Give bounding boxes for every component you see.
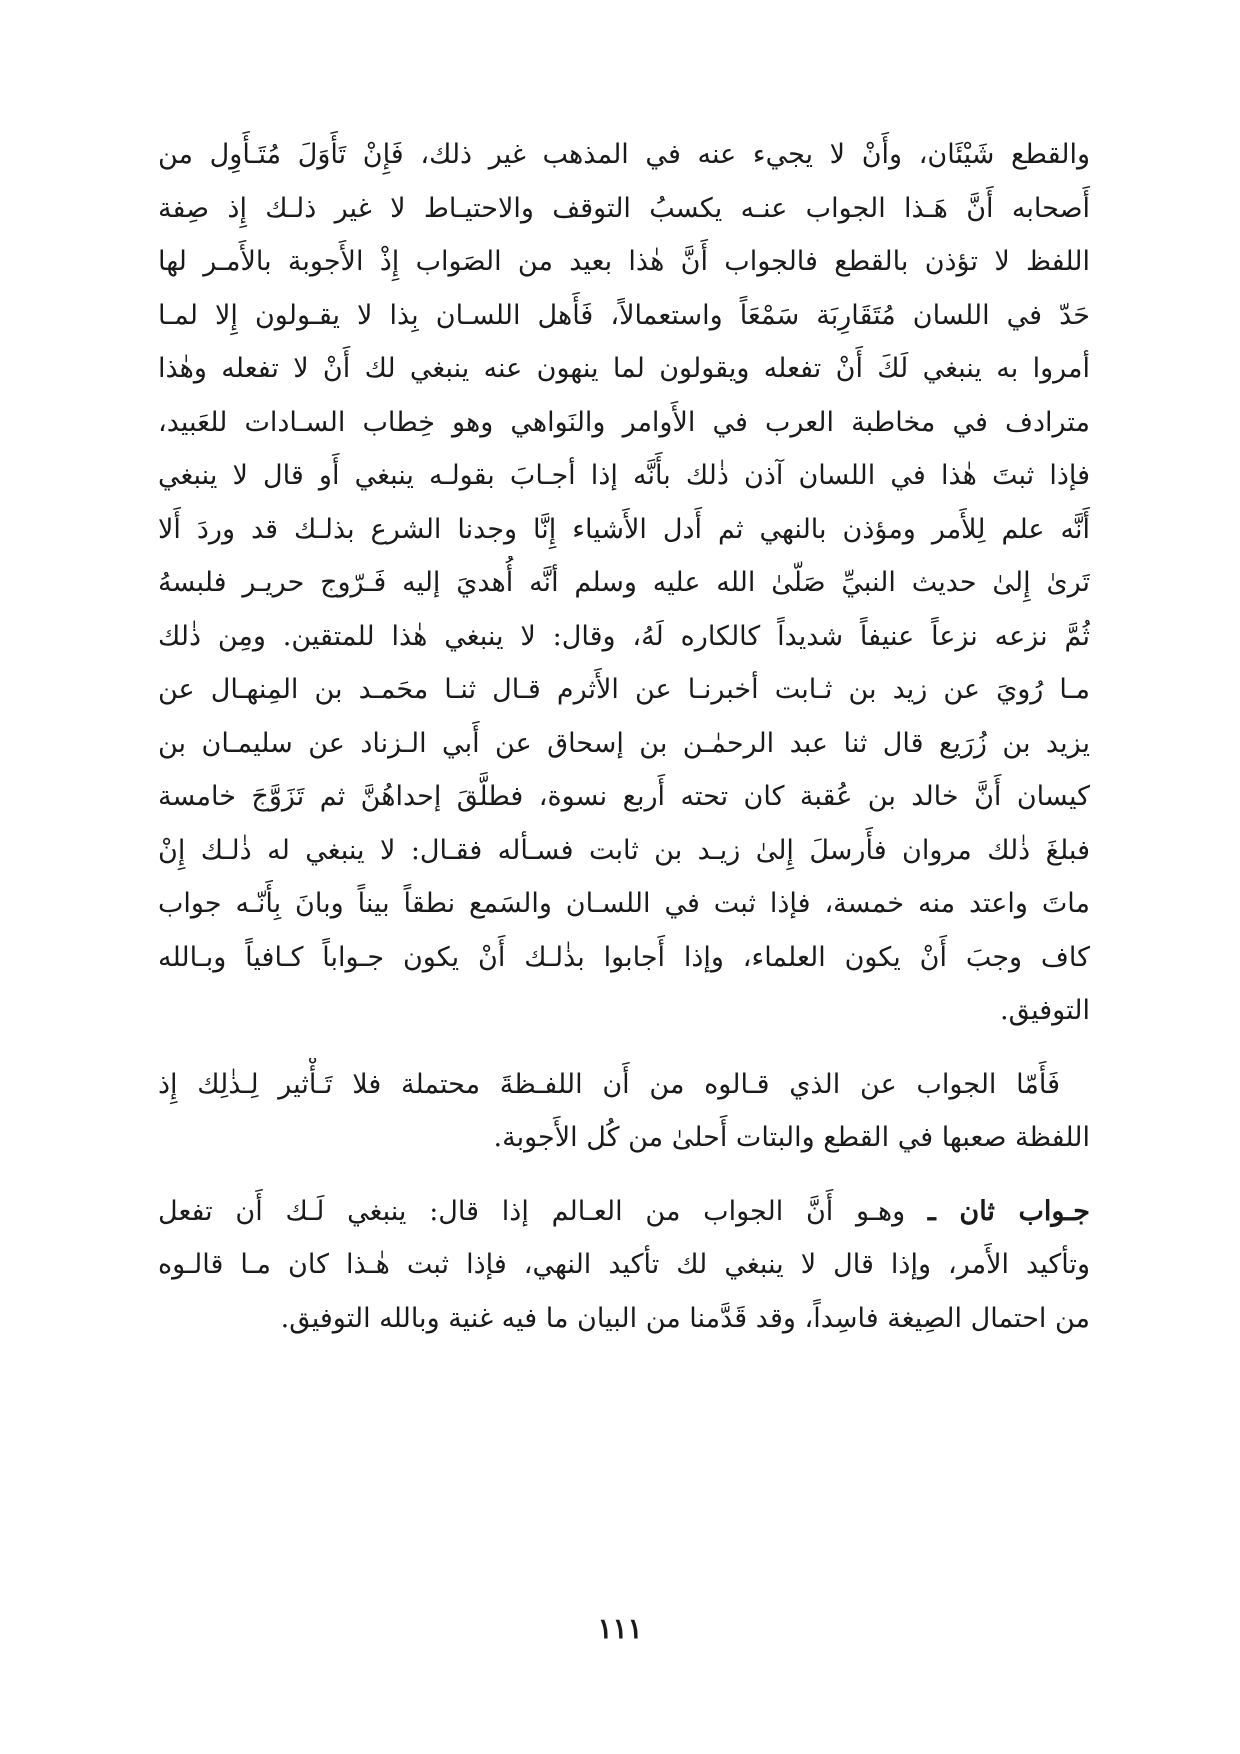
text-line: مترادف في مخاطبة العرب في الأَوامر والنَواهي وهو خِطاب السـادات للعَبيد، <box>158 406 1090 438</box>
paragraph-2 <box>158 1058 1090 1165</box>
text-line: اللفظة صعبها في القطع والبتات أَحلىٰ من كُل الأَجوبة. <box>493 1122 1090 1153</box>
text-line: فإذا ثبتَ هٰذا في اللسان آذن ذٰلك بأَنَّه إذا أجـابَ بقولـه ينبغي أَو قال لا ينبغي <box>158 460 1090 491</box>
text-line: من احتمال الصِيغة فاسِداً، وقد قَدَّمنا من البيان ما فيه غنية وبالله التوفيق. <box>280 1302 1090 1334</box>
text-line: أَصحابه أَنَّ هَـذا الجواب عنـه يكسبُ التوقف والاحتيـاط لا غير ذلـك إِذ صِفة <box>158 192 1090 224</box>
text-line: أَنَّه علم لِلأَمر ومؤذن بالنهي ثم أَدل الأَشياء إِنَّا وجدنا الشرع بذلـك قد وردَ أَلا <box>158 513 1090 545</box>
paragraph-gap <box>158 1165 1090 1185</box>
text-line: يزيد بن زُرَيع قال ثنا عبد الرحمٰـن بن إسحاق عن أَبي الـزناد عن سليمـان بن <box>158 727 1090 759</box>
section-heading: جـواب ثان ـ <box>927 1195 1090 1227</box>
text-line: مـا رُويَ عن زيد بن ثـابت أخبرنـا عن الأَثرم قـال ثنـا محَمـد بن المِنهـال عن <box>158 674 1090 705</box>
text-line: كاف وجبَ أَنْ يكون العلماء، وإذا أَجابوا بذٰلـك أَنْ يكون جـواباً كـافياً وبـالله <box>158 941 1090 973</box>
text-line: أمروا به ينبغي لَكَ أَنْ تفعله ويقولون لما ينهون عنه ينبغي لك أَنْ لا تفعله وهٰذا <box>158 353 1090 384</box>
text-line: حَدّ في اللسان مُتَقَارِبَة سَمْعَاً واستعمالاً، فَأَهل اللسـان بِذا لا يقـولون إِلا لمـا <box>158 299 1090 331</box>
text-line: كيسان أَنَّ خالد بن عُقبة كان تحته أَربع نسوة، فطلَّقَ إحداهُنَّ ثم تَزَوَّجَ خامسة <box>158 781 1090 812</box>
paragraph-1 <box>158 128 1090 1038</box>
text-line: والقطع شَيْئَان، وأَنْ لا يجيء عنه في المذهب غير ذلك، فَإِنْ تَأَوَلَ مُتَـأَوِل من <box>158 139 1090 170</box>
text-line <box>158 1185 1090 1239</box>
text-line: ماتَ واعتد منه خمسة، فإذا ثبت في اللسـان والسَمع نطقاً بيناً وبانَ بِأَنّـه جواب <box>158 888 1090 919</box>
text-line: فبلغَ ذٰلك مروان فأَرسلَ إِلىٰ زيـد بن ثابت فسـأله فقـال: لا ينبغي له ذٰلـك إِنْ <box>158 834 1090 866</box>
text-block <box>158 128 1090 1345</box>
text-fragment: وهـو أَنَّ الجواب من العـالم إذا قال: ينبغي لَـك أَن تفعل <box>158 1195 928 1227</box>
paragraph-3 <box>158 1185 1090 1346</box>
text-line: ثُمَّ نزعه نزعاً عنيفاً شديداً كالكاره لَهُ، وقال: لا ينبغي هٰذا للمتقين. ومِن ذٰلك <box>158 620 1090 652</box>
text-line: تَرىٰ إِلىٰ حديث النبيِّ صَلّىٰ الله عليه وسلم أنَّه أُهديَ إليه فَـرّوج حريـر فلبسهُ <box>158 567 1090 598</box>
paragraph-gap <box>158 1038 1090 1058</box>
text-line: فَأَمّا الجواب عن الذي قـالوه من أَن اللفـظةَ محتملة فلا تَـأْثير لِـذٰلِك إِذ <box>158 1068 1060 1100</box>
text-line: التوفيق. <box>1000 995 1090 1026</box>
text-line: وتأكيد الأَمر، وإذا قال لا ينبغي لك تأكيد النهي، فإذا ثبت هٰـذا كان مـا قالـوه <box>158 1249 1090 1280</box>
page-number: ١١١ <box>597 1612 643 1645</box>
text-line: اللفظ لا تؤذن بالقطع فالجواب أَنَّ هٰذا بعيد من الصَواب إِذْ الأَجوبة بالأَمـر لها <box>158 246 1090 277</box>
